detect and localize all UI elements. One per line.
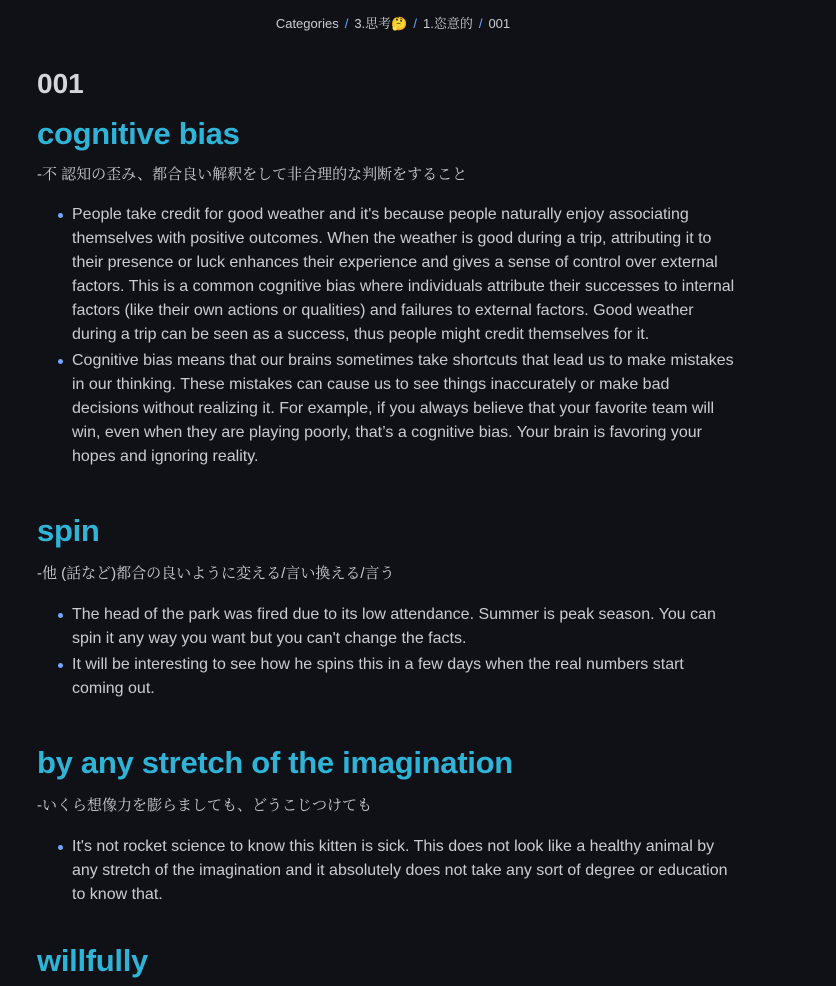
bullet-icon: [58, 213, 63, 218]
list-item: [72, 203, 737, 347]
list-item: [72, 603, 737, 651]
term-heading: spin: [37, 513, 100, 548]
example-text: People take credit for good weather and it's because people naturally enjoy associating themselves with positive outcomes. When the weather is good during a trip, attributing it to their presence or luck enhances their experience and gives a sense of control over external factors. This is a common cognitive bias where individuals attribute their successes to internal factors (like their own actions or qualities) and failures to external factors. Good weather during a trip can be seen as a success, thus people might credit themselves for it.: [72, 206, 735, 343]
breadcrumb: [0, 13, 786, 32]
example-list: [37, 203, 737, 469]
term-meaning: -不 認知の歪み、都合良い解釈をして非合理的な判断をすること: [37, 166, 468, 183]
term-heading: by any stretch of the imagination: [37, 745, 513, 780]
bullet-icon: [58, 663, 63, 668]
breadcrumb-item-current[interactable]: 001: [488, 16, 511, 31]
bullet-icon: [58, 613, 63, 618]
list-item: [72, 835, 737, 907]
breadcrumb-separator: /: [478, 16, 483, 31]
note-content: [37, 66, 737, 979]
example-list: [37, 835, 737, 907]
bullet-icon: [58, 845, 63, 850]
breadcrumb-item-arbitrary[interactable]: 1.恣意的: [422, 16, 473, 31]
term-heading: willfully: [37, 943, 148, 978]
page-title: 001: [37, 68, 84, 99]
term-meaning: -いくら想像力を膨らましても、どうこじつけても: [37, 797, 372, 814]
term-meaning: -他 (話など)都合の良いように変える/言い換える/言う: [37, 565, 395, 582]
example-text: The head of the park was fired due to its low attendance. Summer is peak season. You can spin it any way you want but you can't change the facts.: [72, 606, 716, 647]
list-item: [72, 653, 737, 701]
example-text: It's not rocket science to know this kitten is sick. This does not look like a healthy animal by any stretch of the imagination and it absolutely does not take any sort of degree or education to know that.: [72, 838, 728, 903]
term-heading: cognitive bias: [37, 116, 240, 151]
list-item: [72, 349, 737, 469]
bullet-icon: [58, 359, 63, 364]
breadcrumb-separator: /: [344, 16, 349, 31]
example-text: It will be interesting to see how he spins this in a few days when the real numbers start coming out.: [72, 656, 684, 697]
example-text: Cognitive bias means that our brains sometimes take shortcuts that lead us to make mistakes in our thinking. These mistakes can cause us to see things inaccurately or make bad decisions without realizing it. For example, if you always believe that your favorite team will win, even when they are playing poorly, that’s a cognitive bias. Your brain is favoring your hopes and ignoring reality.: [72, 352, 734, 465]
example-list: [37, 603, 737, 701]
breadcrumb-separator: /: [413, 16, 417, 31]
breadcrumb-item-thinking[interactable]: 3.思考🤔: [354, 16, 408, 31]
breadcrumb-item-categories[interactable]: Categories: [275, 16, 339, 31]
